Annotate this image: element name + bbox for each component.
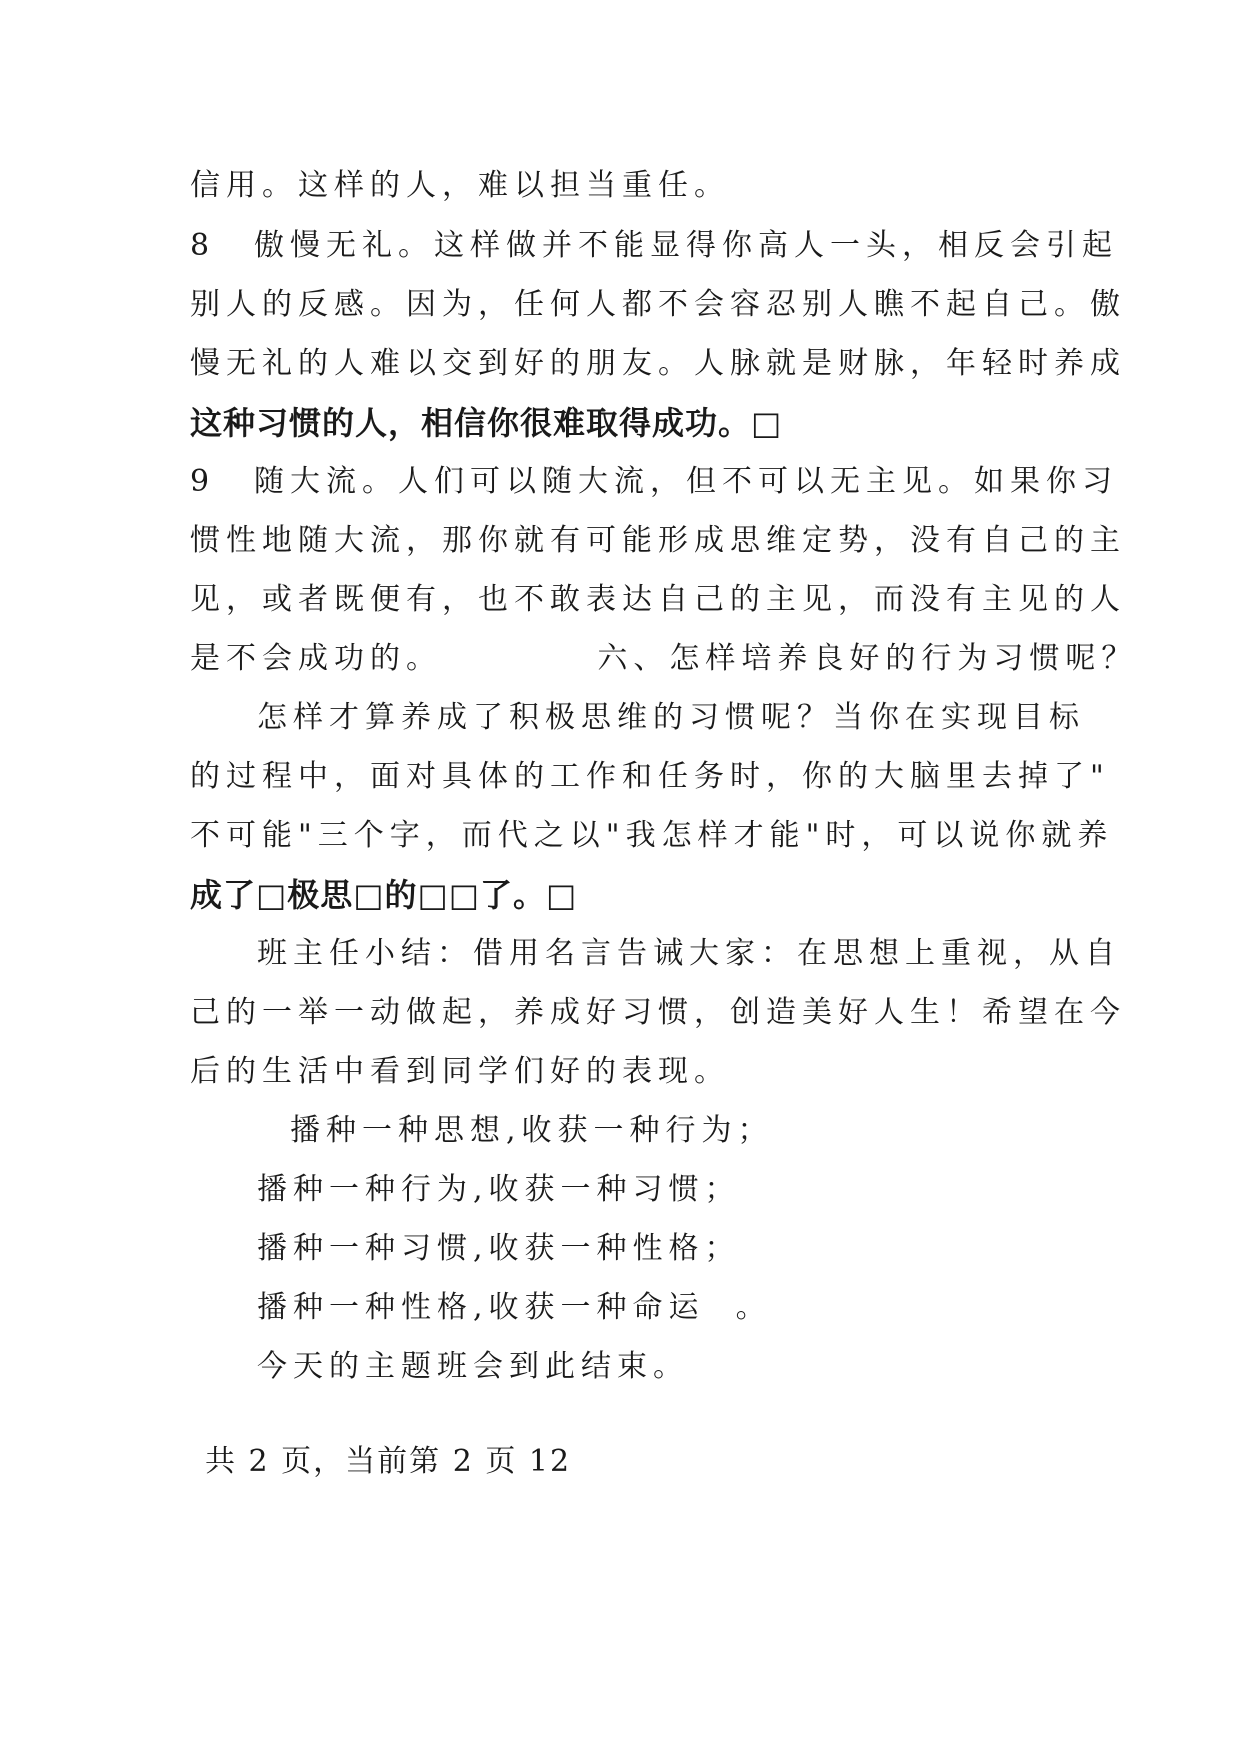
list-item-8 (190, 226, 1118, 266)
summary-paragraph-start: 班主任小结：借用名言告诫大家：在思想上重视，从自 (257, 936, 1121, 971)
item-number: 9 (190, 464, 210, 499)
verse-line: 播种一种性格,收获一种命运 。 (257, 1290, 772, 1325)
list-item-9 (190, 462, 1118, 502)
body-line: 惯性地随大流，那你就有可能形成思维定势，没有自己的主 (190, 523, 1126, 558)
page-footer: 共 2 页，当前第 2 页 12 (205, 1444, 572, 1479)
bold-line: 这种习惯的人，相信你很难取得成功。□ (190, 404, 783, 442)
body-line: 己的一举一动做起，养成好习惯，创造美好人生！希望在今 (190, 995, 1126, 1030)
body-line: 见，或者既便有，也不敢表达自己的主见，而没有主见的人 (190, 582, 1126, 617)
body-line: 别人的反感。因为，任何人都不会容忍别人瞧不起自己。傲 (190, 287, 1126, 322)
verse-line: 播种一种思想,收获一种行为； (290, 1113, 774, 1148)
body-line: 信用。这样的人，难以担当重任。 (190, 168, 730, 203)
bold-line: 成了□极思□的□□了。□ (190, 876, 578, 914)
body-line: 慢无礼的人难以交到好的朋友。人脉就是财脉，年轻时养成 (190, 346, 1126, 381)
closing-line: 今天的主题班会到此结束。 (257, 1349, 689, 1384)
body-line: 傲慢无礼。这样做并不能显得你高人一头，相反会引起 (254, 228, 1118, 263)
body-line: 不可能"三个字，而代之以"我怎样才能"时，可以说你就养 (190, 818, 1114, 853)
body-line: 的过程中，面对具体的工作和任务时，你的大脑里去掉了" (190, 759, 1110, 794)
body-line: 随大流。人们可以随大流，但不可以无主见。如果你习 (254, 464, 1118, 499)
paragraph-start: 怎样才算养成了积极思维的习惯呢？当你在实现目标 (257, 700, 1085, 735)
verse-line: 播种一种行为,收获一种习惯； (257, 1172, 741, 1207)
verse-line: 播种一种习惯,收获一种性格； (257, 1231, 741, 1266)
item-number: 8 (190, 228, 210, 263)
body-line: 后的生活中看到同学们好的表现。 (190, 1054, 730, 1089)
body-line-with-heading: 是不会成功的。 六、怎样培养良好的行为习惯呢？ (190, 641, 1138, 676)
